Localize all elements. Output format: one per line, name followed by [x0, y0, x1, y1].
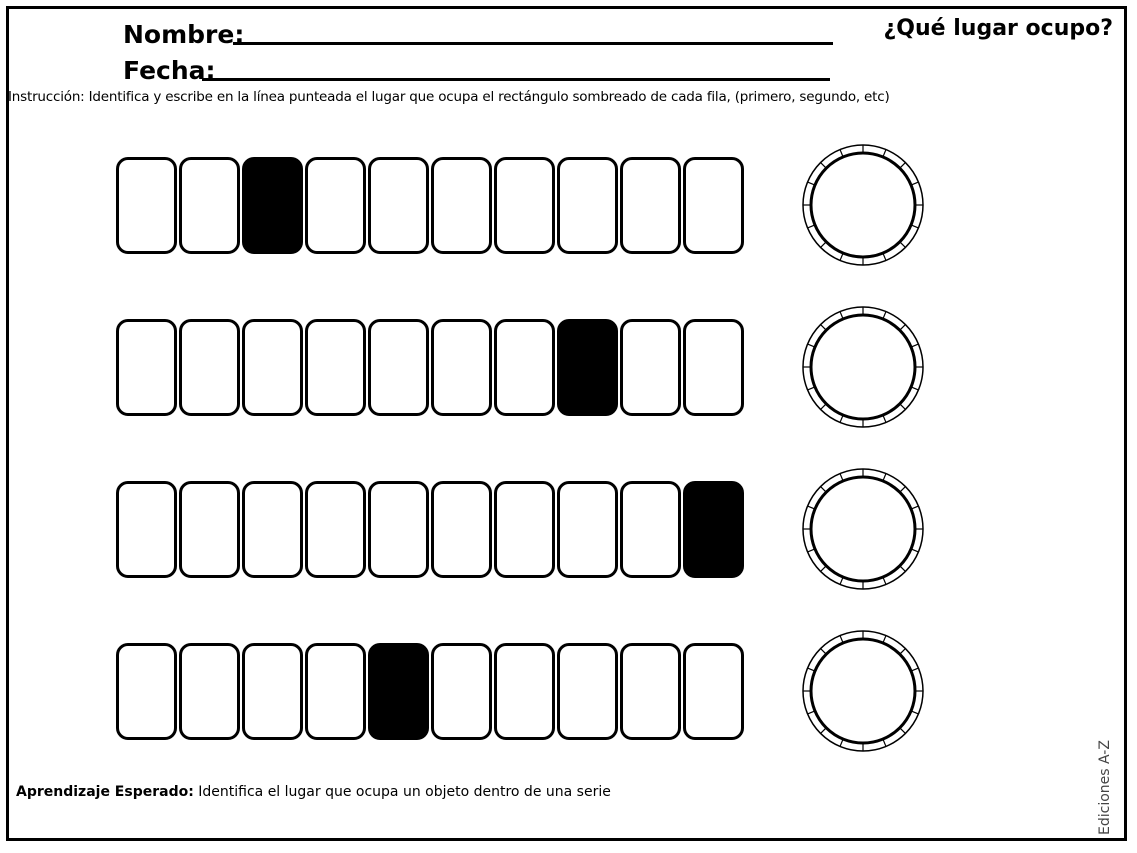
rectangle-row: [116, 481, 744, 578]
name-label: Nombre:: [123, 20, 245, 49]
rectangle: [494, 157, 555, 254]
rectangle: [305, 319, 366, 416]
edition-credit: Ediciones A-Z: [1097, 740, 1113, 835]
shaded-rectangle: [242, 157, 303, 254]
rectangle: [305, 481, 366, 578]
rectangle-row: [116, 319, 744, 416]
rectangle: [494, 643, 555, 740]
date-label: Fecha:: [123, 56, 216, 85]
shaded-rectangle: [368, 643, 429, 740]
shaded-rectangle: [557, 319, 618, 416]
rectangle: [368, 157, 429, 254]
rectangle: [179, 643, 240, 740]
rectangle: [683, 643, 744, 740]
rectangle: [179, 319, 240, 416]
answer-circle[interactable]: [800, 142, 926, 268]
rectangle: [242, 319, 303, 416]
rectangle: [620, 157, 681, 254]
rectangle: [242, 481, 303, 578]
rectangle: [431, 157, 492, 254]
rectangle: [620, 319, 681, 416]
rectangle: [368, 319, 429, 416]
rectangle: [116, 481, 177, 578]
rectangle: [179, 157, 240, 254]
rectangle: [494, 481, 555, 578]
rectangle: [368, 481, 429, 578]
rectangle: [683, 319, 744, 416]
worksheet-title: ¿Qué lugar ocupo?: [883, 16, 1113, 41]
expected-learning-label: Aprendizaje Esperado:: [16, 784, 194, 800]
answer-circle[interactable]: [800, 304, 926, 430]
rectangle: [116, 157, 177, 254]
rectangle: [116, 643, 177, 740]
rectangle: [305, 643, 366, 740]
rectangle: [557, 157, 618, 254]
rectangle: [179, 481, 240, 578]
shaded-rectangle: [683, 481, 744, 578]
rectangle: [431, 481, 492, 578]
rectangle: [305, 157, 366, 254]
answer-circle[interactable]: [800, 466, 926, 592]
rectangle: [431, 643, 492, 740]
rectangle: [620, 643, 681, 740]
rectangle: [242, 643, 303, 740]
answer-circle[interactable]: [800, 628, 926, 754]
name-line[interactable]: [233, 42, 833, 45]
rectangle: [683, 157, 744, 254]
rectangle: [116, 319, 177, 416]
rectangle: [431, 319, 492, 416]
rectangle: [557, 481, 618, 578]
expected-learning-text: Identifica el lugar que ocupa un objeto dentro de una serie: [193, 784, 611, 800]
rectangle-row: [116, 643, 744, 740]
expected-learning: [16, 784, 611, 800]
rectangle-row: [116, 157, 744, 254]
date-line[interactable]: [202, 78, 830, 81]
rectangle: [557, 643, 618, 740]
rectangle: [494, 319, 555, 416]
instruction-text: Instrucción: Identifica y escribe en la línea punteada el lugar que ocupa el rectángulo sombreado de cada fila, (primero, segundo, etc): [8, 89, 890, 105]
rectangle: [620, 481, 681, 578]
